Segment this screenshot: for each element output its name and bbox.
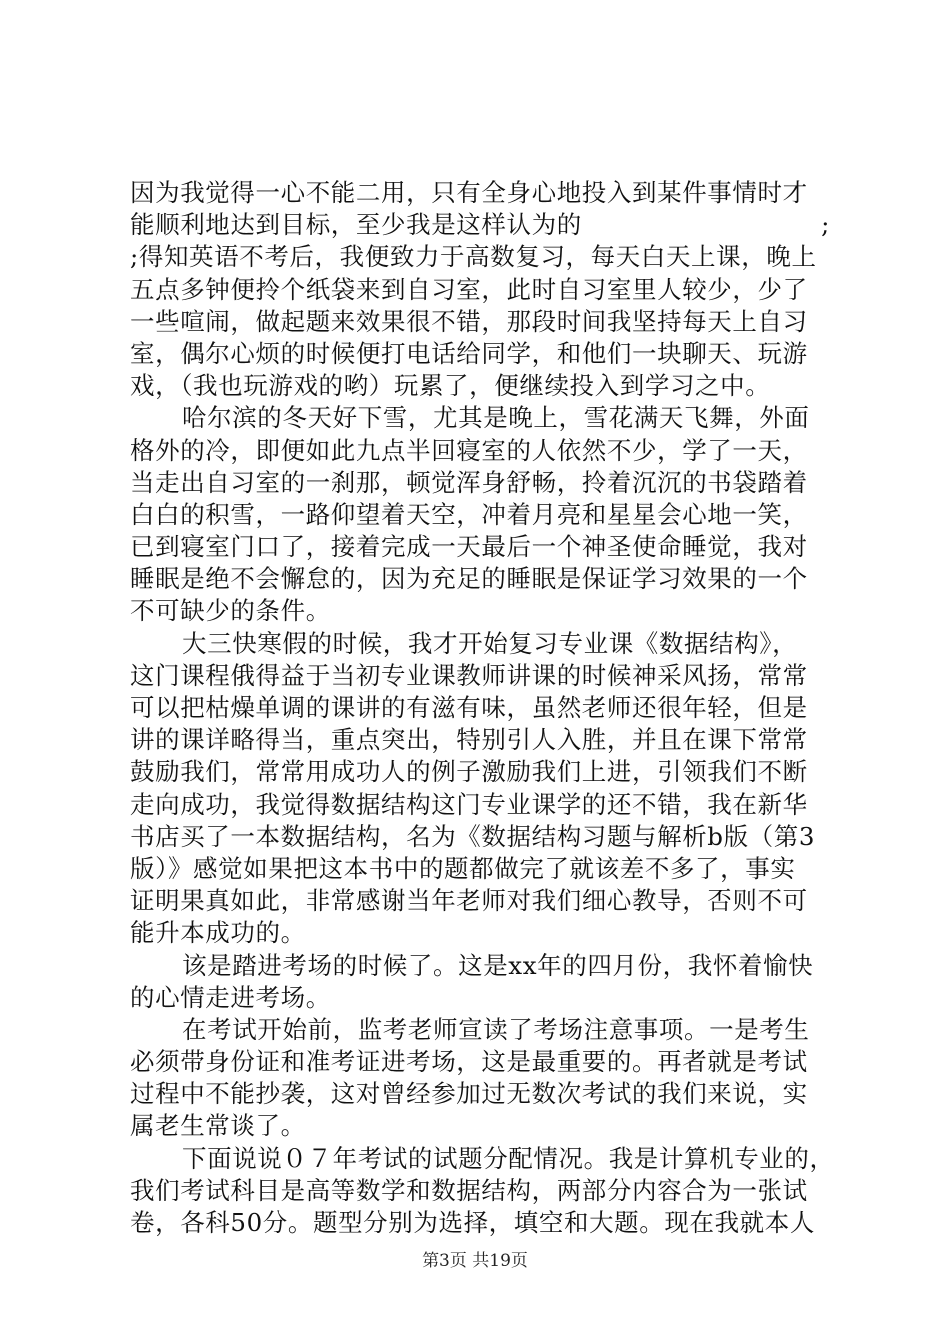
text-line: 能升本成功的。: [130, 918, 306, 948]
text-line: 属老生常谈了。: [130, 1111, 306, 1141]
text-line: 当走出自习室的一刹那，顿觉浑身舒畅，拎着沉沉的书袋踏着: [130, 467, 808, 497]
text-line: 这门课程俄得益于当初专业课教师讲课的时候神采风扬，常常: [130, 660, 808, 690]
text-line: 五点多钟便拎个纸袋来到自习室，此时自习室里人较少，少了: [130, 274, 808, 304]
text-line: 白白的积雪，一路仰望着天空，冲着月亮和星星会心地一笑，: [130, 499, 808, 529]
text-line: 必须带身份证和准考证进考场，这是最重要的。再者就是考试: [130, 1047, 808, 1077]
paragraph-first-line: 该是踏进考场的时候了。这是xx年的四月份，我怀着愉快: [182, 950, 814, 980]
text-line-end-mark: ;: [821, 210, 830, 240]
text-line: 证明果真如此，非常感谢当年老师对我们细心教导，否则不可: [130, 886, 808, 916]
text-line: ;得知英语不考后，我便致力于高数复习，每天白天上课，晚上: [130, 242, 817, 272]
text-line: 因为我觉得一心不能二用，只有全身心地投入到某件事情时才: [130, 178, 808, 207]
text-line: 讲的课详略得当，重点突出，特别引人入胜，并且在课下常常: [130, 725, 808, 755]
paragraph-first-line: 大三快寒假的时候，我才开始复习专业课《数据结构》，: [182, 628, 798, 658]
text-line-segment: 能顺利地达到目标，至少我是这样认为的: [130, 210, 582, 240]
text-line: 版）》感觉如果把这本书中的题都做完了就该差不多了，事实: [130, 853, 796, 883]
text-line: 不可缺少的条件。: [130, 596, 331, 626]
text-line: 可以把枯燥单调的课讲的有滋有味，虽然老师还很年轻，但是: [130, 693, 808, 722]
text-line: 一些喧闹，做起题来效果很不错，那段时间我坚持每天上自习: [130, 306, 808, 336]
text-line: 的心情走进考场。: [130, 982, 331, 1012]
text-line: 已到寝室门口了，接着完成一天最后一个神圣使命睡觉，我对: [130, 532, 808, 562]
text-line: 室，偶尔心烦的时候便打电话给同学，和他们一块聊天、玩游: [130, 338, 808, 368]
paragraph-first-line: 在考试开始前，监考老师宣读了考场注意事项。一是考生: [182, 1014, 810, 1044]
body-text: [130, 177, 835, 1239]
text-line: [130, 209, 830, 241]
text-line: 过程中不能抄袭，这对曾经参加过无数次考试的我们来说，实: [130, 1079, 808, 1109]
text-line: 书店买了一本数据结构，名为《数据结构习题与解析b版（第3: [130, 821, 816, 851]
text-line: 我们考试科目是高等数学和数据结构，两部分内容合为一张试: [130, 1175, 808, 1205]
text-line: 鼓励我们，常常用成功人的例子激励我们上进，引领我们不断: [130, 757, 808, 787]
text-line: 走向成功，我觉得数据结构这门专业课学的还不错，我在新华: [130, 789, 808, 819]
page-number-footer: 第3页 共19页: [422, 1251, 528, 1271]
text-line: 睡眠是绝不会懈怠的，因为充足的睡眠是保证学习效果的一个: [130, 564, 808, 594]
paragraph-first-line: 下面说说０７年考试的试题分配情况。我是计算机专业的，: [182, 1143, 835, 1173]
paragraph-first-line: 哈尔滨的冬天好下雪，尤其是晚上，雪花满天飞舞，外面: [182, 403, 810, 433]
text-line: 卷，各科50分。题型分别为选择，填空和大题。现在我就本人: [130, 1208, 815, 1237]
text-line: 戏，（我也玩游戏的哟）玩累了，便继续投入到学习之中。: [130, 371, 771, 401]
text-line: 格外的冷，即便如此九点半回寝室的人依然不少，学了一天，: [130, 435, 808, 465]
